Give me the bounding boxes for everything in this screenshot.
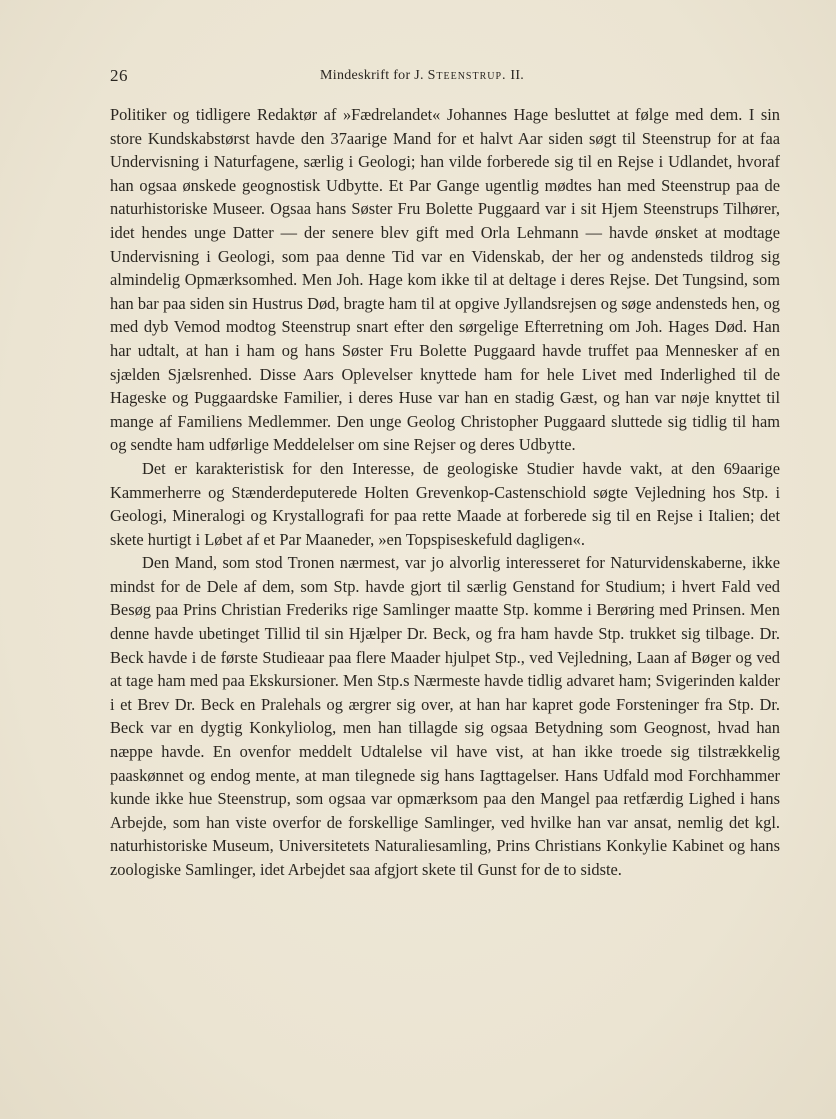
paragraph-1: Politiker og tidligere Redaktør af »Fædrelandet« Johannes Hage besluttet at følge med dem. I sin store Kundskabstørst havde den 37aarige Mand for et halvt Aar siden søgt til Steenstrup for at faa Undervisning i Naturfagene, særlig i Geologi; han vilde forberede sig til en Rejse i Udlandet, hvoraf han ogsaa ønskede geognostisk Udbytte. Et Par Gange ugentlig mødtes han med Steenstrup paa de naturhistoriske Museer. Ogsaa hans Søster Fru Bolette Puggaard var i sit Hjem Steenstrups Tilhører, idet hendes unge Datter — der senere blev gift med Orla Lehmann — havde ønsket at modtage Undervisning i Geologi, som paa denne Tid var en Videnskab, der her og andensteds tildrog sig almindelig Opmærksomhed. Men Joh. Hage kom ikke til at deltage i deres Rejse. Det Tungsind, som han bar paa siden sin Hustrus Død, bragte ham til at opgive Jyllandsrejsen og søge andensteds hen, og med dyb Vemod modtog Steenstrup snart efter den sørgelige Efterretning om Joh. Hages Død. Han har udtalt, at han i ham og hans Søster Fru Bolette Puggaard havde truffet paa Mennesker af en sjælden Sjælsrenhed. Disse Aars Oplevelser knyttede ham for hele Livet med Inderlighed til de Hageske og Puggaardske Familier, i deres Huse var han en stadig Gæst, og han var nøje knyttet til mange af Familiens Medlemmer. Den unge Geolog Christopher Puggaard sluttede sig tidlig til ham og sendte ham udførlige Meddelelser om sine Rejser og deres Udbytte.	[110, 105, 780, 455]
page-number: 26	[110, 66, 128, 85]
running-head-prefix: Mindeskrift for J.	[320, 68, 424, 83]
running-head	[320, 68, 524, 84]
body-text	[110, 103, 780, 882]
running-head-suffix: II.	[510, 68, 525, 83]
running-head-name: Steenstrup.	[427, 68, 507, 83]
paragraph-2: Det er karakteristisk for den Interesse, de geologiske Studier havde vakt, at den 69aarige Kammerherre og Stænderdeputerede Holten Grevenkop-Castenschiold søgte Vejledning hos Stp. i Geologi, Mineralogi og Krystallografi for paa rette Maade at forberede sig til en Rejse i Italien; det skete hurtigt i Løbet af et Par Maaneder, »en Topspiseskefuld dagligen«.	[110, 458, 780, 549]
page-header	[110, 66, 780, 90]
paragraph-3: Den Mand, som stod Tronen nærmest, var jo alvorlig interesseret for Naturvidenskaberne, ikke mindst for de Dele af dem, som Stp. havde gjort til særlig Genstand for Studium; i hvert Fald ved Besøg paa Prins Christian Frederiks rige Samlinger maatte Stp. komme i Berøring med Prinsen. Men denne havde ubetinget Tillid til sin Hjælper Dr. Beck, og fra ham havde Stp. trukket sig tilbage. Dr. Beck havde i de første Studieaar paa flere Maader hjulpet Stp., ved Vejledning, Laan af Bøger og ved at tage ham med paa Ekskursioner. Men Stp.s Nærmeste havde tidlig advaret ham; Svigerinden kalder i et Brev Dr. Beck en Pralehals og ærgrer sig over, at han har kapret gode Forsteninger fra Stp. Dr. Beck var en dygtig Konkyliolog, men han tillagde sig ogsaa Betydning som Geognost, hvad han næppe havde. En ovenfor meddelt Udtalelse vil have vist, at han ikke troede sig tilstrækkelig paaskønnet og endog mente, at man tilegnede sig hans Iagttagelser. Hans Udfald mod Forchhammer kunde ikke hue Steenstrup, som ogsaa var opmærksom paa den Mangel paa retfærdig Lighed i hans Arbejde, som han viste overfor de forskellige Samlinger, ved hvilke han var ansat, nemlig det kgl. naturhistoriske Museum, Universitetets Naturaliesamling, Prins Christians Konkylie Kabinet og hans zoologiske Samlinger, idet Arbejdet saa afgjort skete til Gunst for de to sidste.	[110, 553, 780, 879]
